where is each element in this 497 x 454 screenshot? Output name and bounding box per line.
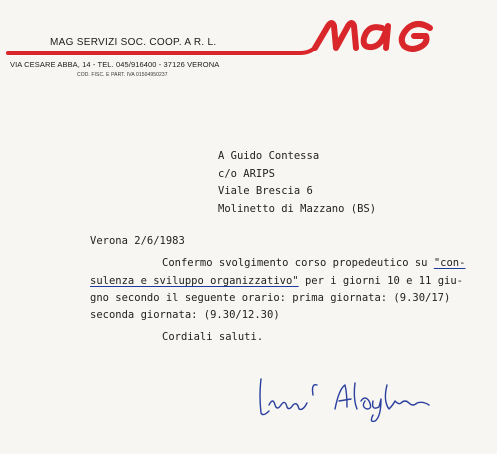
mag-logo bbox=[0, 6, 497, 66]
body-line-2 bbox=[90, 276, 463, 287]
org-address: VIA CESARE ABBA, 14 - TEL. 045/916400 - 37126 VERONA bbox=[10, 60, 220, 69]
body-line-1 bbox=[162, 258, 465, 269]
fiscal-code: COD. FISC. E PART. IVA 01504950237 bbox=[77, 72, 168, 78]
date-line: Verona 2/6/1983 bbox=[90, 235, 185, 247]
body-line-3: gno secondo il seguente orario: prima giornata: (9.30/17) bbox=[90, 292, 451, 304]
body-text: per i giorni 10 e 11 giu- bbox=[298, 275, 463, 287]
recipient-line: c/o ARIPS bbox=[218, 168, 275, 180]
recipient-line: Molinetto di Mazzano (BS) bbox=[218, 203, 377, 215]
body-text: Confermo svolgimento corso propedeutico su bbox=[162, 257, 434, 269]
closing: Cordiali saluti. bbox=[162, 331, 264, 343]
course-title-end: sulenza e sviluppo organizzativo" bbox=[90, 275, 299, 287]
recipient-line: Viale Brescia 6 bbox=[218, 185, 313, 197]
body-line-4: seconda giornata: (9.30/12.30) bbox=[90, 309, 280, 321]
recipient-line: A Guido Contessa bbox=[218, 150, 320, 162]
handwritten-signature bbox=[255, 375, 435, 425]
logo-letters bbox=[315, 23, 430, 49]
org-name: MAG SERVIZI SOC. COOP. A R. L. bbox=[50, 37, 217, 48]
course-title-start: "con- bbox=[433, 257, 466, 269]
